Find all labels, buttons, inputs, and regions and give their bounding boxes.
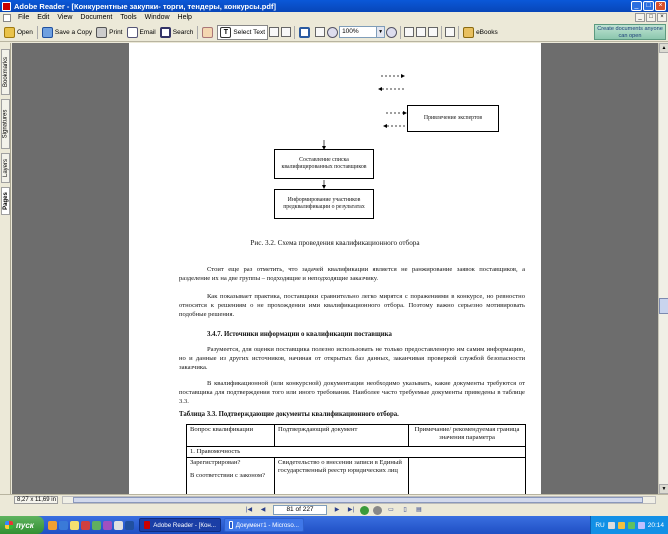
quick-launch xyxy=(44,521,136,530)
create-documents-promo[interactable]: Create documents anyone can open xyxy=(594,24,666,40)
menu-tools[interactable]: Tools xyxy=(120,14,137,21)
table-row xyxy=(187,447,526,458)
table-cell xyxy=(187,458,275,495)
paragraph-4: В квалификационной (или конкурсной) документации необходимо указывать, какие документы требуются от поставщика для подтверждения того или иного требования. Наиболее часто требуемые документы приведены в таблице 3.3. xyxy=(179,380,525,406)
tab-pages[interactable]: Pages xyxy=(1,187,10,215)
folder-icon xyxy=(4,27,15,38)
fit-width-icon[interactable] xyxy=(428,27,438,37)
page-navigation-bar xyxy=(0,504,668,516)
question-lawful: В соответствии с законом? xyxy=(190,472,266,479)
next-view-icon[interactable] xyxy=(373,506,382,515)
zoom-out-icon[interactable] xyxy=(327,27,338,38)
envelope-icon xyxy=(127,27,138,38)
adobe-reader-icon xyxy=(144,521,150,529)
quick-launch-icon[interactable] xyxy=(92,521,101,530)
taskbar-button-adobe-reader[interactable]: Adobe Reader - [Кон... xyxy=(139,518,221,532)
hand-tool-button[interactable] xyxy=(200,25,217,40)
book-icon xyxy=(463,27,474,38)
paragraph-3: Разумеется, для оценки поставщика полезно использовать не только предоставленную им самим информацию, но и данные из других источников, начиная от открытых баз данных, заканчивая проверкой службой безопасности заказчика. xyxy=(179,346,525,372)
start-button[interactable]: пуск xyxy=(0,516,44,534)
zoom-level-field[interactable]: 100% xyxy=(339,26,377,38)
rotate-icon[interactable] xyxy=(445,27,455,37)
paragraph-1: Стоит еще раз отметить, что задачей квалификации является не ранжирование заявок поставщиков, а разделение их на две группы – подходящие и неподходящие заказчику. xyxy=(179,266,525,283)
previous-view-icon[interactable] xyxy=(360,506,369,515)
supplier-list-box: Составление списка квалифицированных поставщиков xyxy=(274,149,374,179)
quick-launch-icon[interactable] xyxy=(70,521,79,530)
maximize-button[interactable]: □ xyxy=(643,1,654,11)
facing-layout-icon[interactable]: ▤ xyxy=(416,506,422,513)
dropdown-arrow-icon[interactable] xyxy=(281,27,291,37)
tab-bookmarks[interactable]: Bookmarks xyxy=(1,49,10,95)
search-icon xyxy=(160,27,171,38)
vertical-scrollbar[interactable] xyxy=(658,43,668,494)
title-bar xyxy=(0,0,668,12)
save-copy-button[interactable]: Save a Copy xyxy=(40,25,94,40)
quick-launch-icon[interactable] xyxy=(48,521,57,530)
tray-icon[interactable] xyxy=(628,522,635,529)
table-row xyxy=(187,458,526,495)
inform-participants-box: Информирование участников предквалификации о результатах xyxy=(274,189,374,219)
toolbar xyxy=(0,23,668,42)
table-header-cell: Примечание/ рекомендуемая граница значения параметра xyxy=(409,425,526,447)
print-button[interactable]: Print xyxy=(94,25,124,40)
email-button[interactable]: Email xyxy=(125,25,158,40)
hand-icon xyxy=(202,27,213,38)
table-title: Таблица 3.3. Подтверждающие документы квалификационного отбора. xyxy=(179,411,399,418)
paragraph-2: Как показывает практика, поставщики сравнительно легко мирятся с поражениями в конкурсе, но ревностно относятся к решениям о не прохождении ими квалификационного отбора. Поэтому важно серьезно мотивировать подобные решения. xyxy=(179,293,525,319)
select-text-button[interactable]: T Select Text xyxy=(217,25,268,40)
quick-launch-icon[interactable] xyxy=(103,521,112,530)
floppy-icon xyxy=(42,27,53,38)
next-page-icon[interactable]: ▶ xyxy=(334,506,340,513)
first-page-icon[interactable]: |◀ xyxy=(245,506,253,513)
page-size-indicator: 8,27 x 11,69 in xyxy=(14,496,58,504)
menu-view[interactable]: View xyxy=(57,14,73,21)
language-indicator[interactable]: RU xyxy=(595,521,605,529)
document-icon xyxy=(3,14,11,22)
table-section-cell: 1. Правомочность xyxy=(187,447,526,458)
doc-close-button[interactable]: × xyxy=(657,13,667,22)
zoom-dropdown-arrow[interactable]: ▼ xyxy=(377,26,385,38)
experts-box: Привлечение экспертов xyxy=(407,105,499,132)
word-icon xyxy=(229,521,233,529)
question-registered: Зарегистрирован? xyxy=(190,459,241,466)
tray-icon[interactable] xyxy=(638,522,645,529)
status-bar xyxy=(0,494,668,504)
figure-caption: Рис. 3.2. Схема проведения квалификационного отбора xyxy=(250,239,420,247)
text-cursor-icon: T xyxy=(220,27,231,38)
table-header-cell: Подтверждающий документ xyxy=(275,425,409,447)
windows-taskbar xyxy=(0,516,668,534)
section-heading: 3.4.7. Источники информации о квалификации поставщика xyxy=(207,331,392,338)
menu-help[interactable]: Help xyxy=(177,14,192,21)
tray-icon[interactable] xyxy=(618,522,625,529)
qualification-documents-table xyxy=(186,424,526,494)
previous-page-icon[interactable]: ◀ xyxy=(260,506,266,513)
quick-launch-icon[interactable] xyxy=(59,521,68,530)
page-layout-icon[interactable]: ▭ xyxy=(388,506,394,513)
page-number-field[interactable]: 81 of 227 xyxy=(273,505,327,515)
close-button[interactable]: × xyxy=(655,1,666,11)
system-tray xyxy=(590,516,668,534)
table-header-row xyxy=(187,425,526,447)
zoom-menu-icon[interactable] xyxy=(315,27,325,37)
quick-launch-icon[interactable] xyxy=(81,521,90,530)
table-header-cell: Вопрос квалификации xyxy=(187,425,275,447)
navigation-pane-tabs xyxy=(0,43,11,503)
scroll-up-icon[interactable]: ▲ xyxy=(659,43,668,53)
clock: 20:14 xyxy=(647,521,664,529)
adobe-reader-icon xyxy=(2,2,11,11)
quick-launch-icon[interactable] xyxy=(125,521,134,530)
horizontal-scroll-thumb[interactable] xyxy=(73,497,643,503)
zoom-tool-button[interactable] xyxy=(297,25,314,40)
tab-signatures[interactable]: Signatures xyxy=(1,99,10,149)
quick-launch-icon[interactable] xyxy=(114,521,123,530)
snapshot-icon[interactable] xyxy=(269,27,279,37)
table-cell xyxy=(409,458,526,495)
windows-flag-icon xyxy=(5,521,13,529)
scroll-thumb[interactable] xyxy=(659,298,668,314)
zoom-in-icon xyxy=(299,27,310,38)
doc-minimize-button[interactable]: _ xyxy=(635,13,645,22)
taskbar-button-word[interactable]: Документ1 - Microso... xyxy=(224,518,304,532)
actual-size-icon[interactable] xyxy=(404,27,414,37)
table-cell: Свидетельство о внесении записи в Единый государственный реестр юридических лиц xyxy=(275,458,409,495)
last-page-icon[interactable]: ▶| xyxy=(347,506,355,513)
zoom-in-round-icon[interactable] xyxy=(386,27,397,38)
fit-page-icon[interactable] xyxy=(416,27,426,37)
open-button[interactable]: Open xyxy=(2,25,35,40)
scroll-down-icon[interactable]: ▼ xyxy=(659,484,668,494)
search-button[interactable]: Search xyxy=(158,25,196,40)
pdf-page xyxy=(129,43,541,494)
menu-window[interactable]: Window xyxy=(144,14,170,21)
minimize-button[interactable]: _ xyxy=(631,1,642,11)
document-viewport[interactable] xyxy=(12,43,658,494)
printer-icon xyxy=(96,27,107,38)
tray-icon[interactable] xyxy=(608,522,615,529)
tab-layers[interactable]: Layers xyxy=(1,153,10,183)
window-title: Adobe Reader - [Конкурентные закупки- торги, тендеры, конкурсы.pdf] xyxy=(14,1,276,11)
menu-edit[interactable]: Edit xyxy=(37,14,50,21)
continuous-layout-icon[interactable]: ▯ xyxy=(403,506,407,513)
ebooks-button[interactable]: eBooks xyxy=(461,25,500,40)
menu-file[interactable]: File xyxy=(18,14,30,21)
menu-document[interactable]: Document xyxy=(80,14,113,21)
horizontal-scrollbar[interactable] xyxy=(62,496,656,504)
menu-bar xyxy=(0,12,668,23)
doc-restore-button[interactable]: □ xyxy=(646,13,656,22)
